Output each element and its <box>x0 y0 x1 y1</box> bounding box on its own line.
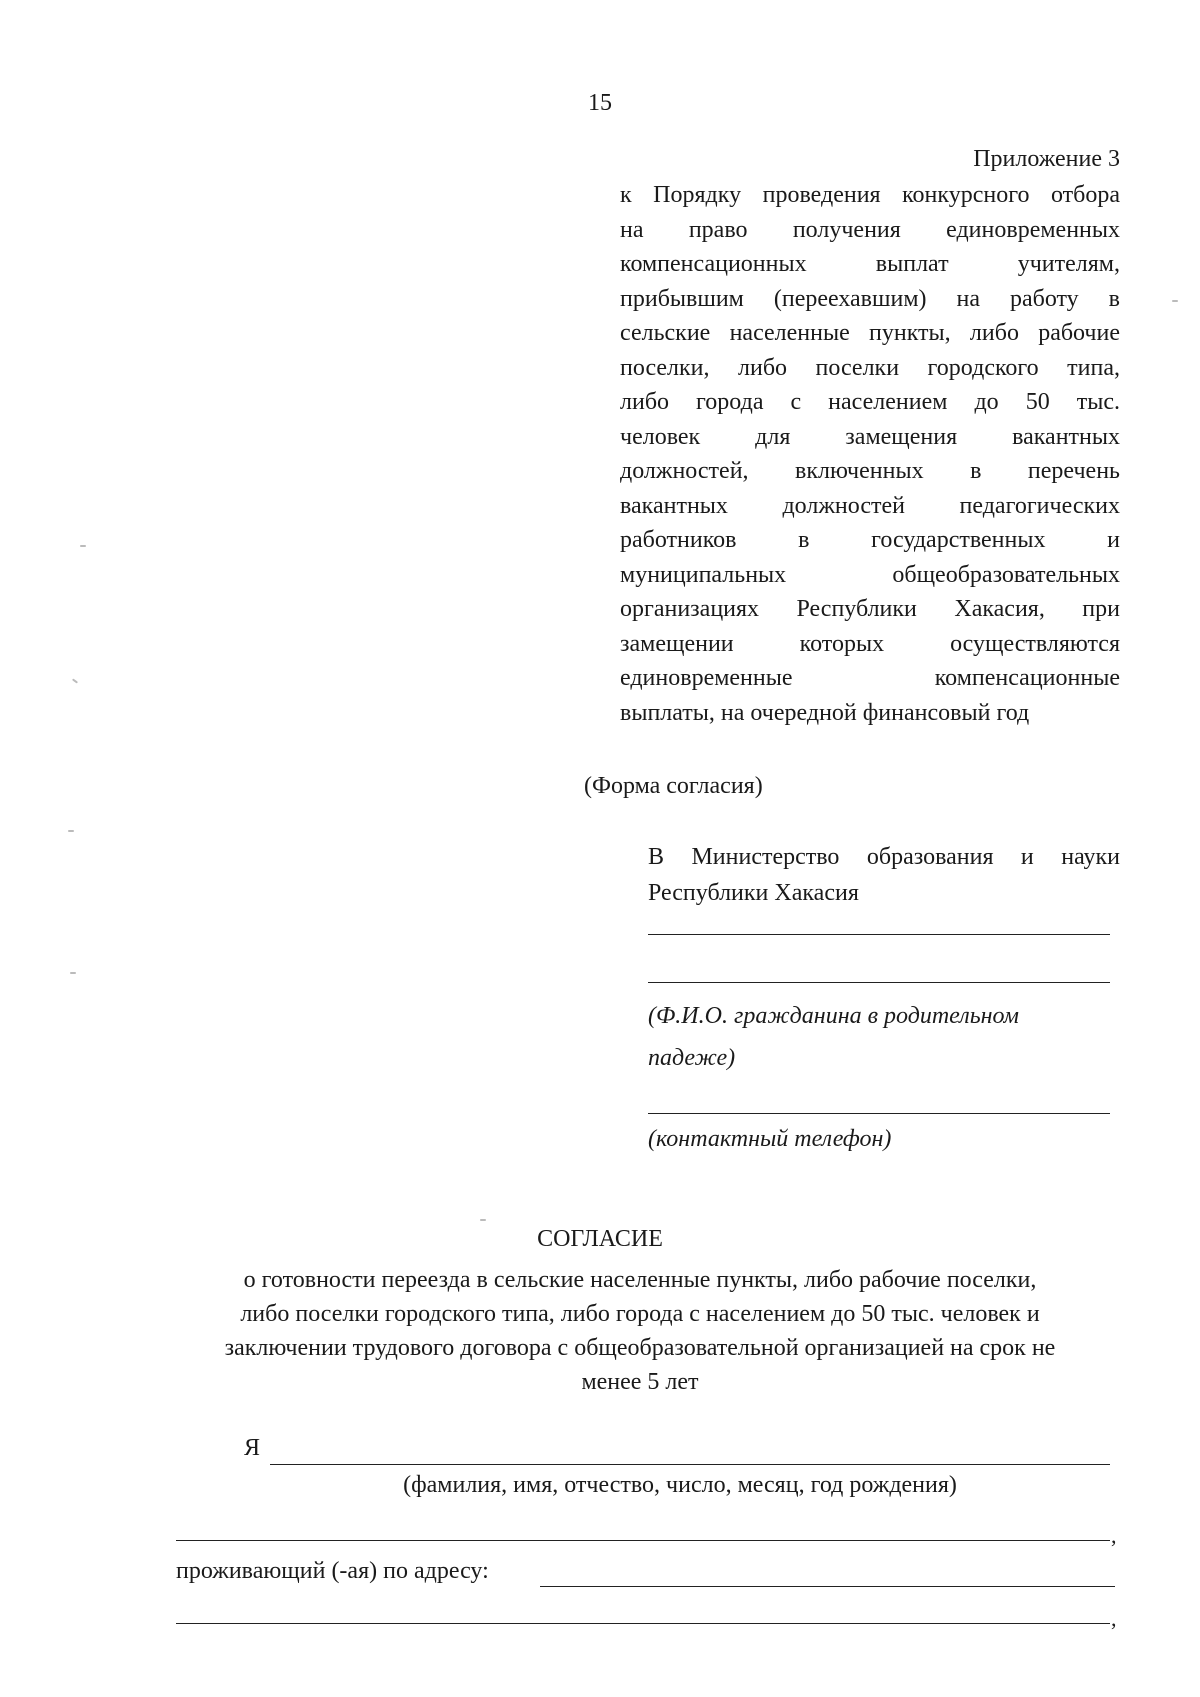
form-label: (Форма согласия) <box>584 773 763 799</box>
appendix-line: к Порядку проведения конкурсного отбора <box>620 182 1120 208</box>
address-blank-line[interactable] <box>540 1586 1115 1587</box>
appendix-reference <box>620 178 1120 730</box>
appendix-line: единовременные компенсационные <box>620 665 1120 691</box>
appendix-line: работников в государственных и <box>620 527 1120 553</box>
page-number: 15 <box>588 90 612 116</box>
fio-caption-continued: падеже) <box>648 1045 736 1071</box>
scan-speck <box>1172 300 1178 302</box>
scan-speck <box>80 545 86 547</box>
address-blank-line-2[interactable] <box>176 1623 1110 1624</box>
scan-speck <box>480 1219 486 1221</box>
recipient-line: Республики Хакасия <box>648 880 859 906</box>
phone-blank-line[interactable] <box>648 1113 1110 1114</box>
scan-speck <box>72 678 78 683</box>
ya-label: Я <box>244 1435 261 1461</box>
extra-blank-line[interactable] <box>176 1540 1110 1541</box>
appendix-line: на право получения единовременных <box>620 216 1120 243</box>
appendix-line: либо города с населением до 50 тыс. <box>620 389 1120 415</box>
appendix-line: компенсационных выплат учителям, <box>620 251 1120 277</box>
comma-mark: , <box>1111 1523 1117 1548</box>
subtitle-line: заключении трудового договора с общеобразовательной организацией на срок не <box>224 1335 1056 1361</box>
fio-caption: (Ф.И.О. гражданина в родительном <box>648 1003 1019 1029</box>
subtitle-line: о готовности переезда в сельские населенные пункты, либо рабочие поселки, <box>243 1267 1037 1293</box>
appendix-line: муниципальных общеобразовательных <box>620 561 1120 588</box>
appendix-line: замещении которых осуществляются <box>620 630 1120 657</box>
appendix-title: Приложение 3 <box>973 146 1120 172</box>
appendix-line: вакантных должностей педагогических <box>620 492 1120 519</box>
fio-blank-line-1[interactable] <box>648 934 1110 935</box>
phone-caption: (контактный телефон) <box>648 1126 892 1152</box>
appendix-line: человек для замещения вакантных <box>620 423 1120 450</box>
recipient-line: В Министерство образования и науки <box>648 844 1120 870</box>
appendix-line: сельские населенные пункты, либо рабочие <box>620 320 1120 346</box>
address-label: проживающий (-ая) по адресу: <box>176 1558 489 1584</box>
fio-blank-line-2[interactable] <box>648 982 1110 983</box>
scan-speck <box>70 972 76 974</box>
subtitle-line: менее 5 лет <box>581 1369 699 1395</box>
recipient-block <box>648 839 1120 911</box>
appendix-line: поселки, либо поселки городского типа, <box>620 354 1120 381</box>
appendix-line: организациях Республики Хакасия, при <box>620 596 1120 622</box>
scan-speck <box>68 830 74 832</box>
person-blank-line[interactable] <box>270 1464 1110 1465</box>
comma-mark: , <box>1111 1606 1117 1631</box>
subtitle-line: либо поселки городского типа, либо города с населением до 50 тыс. человек и <box>240 1301 1040 1327</box>
person-caption: (фамилия, имя, отчество, число, месяц, год рождения) <box>403 1472 957 1498</box>
consent-title: СОГЛАСИЕ <box>537 1226 663 1252</box>
consent-subtitle <box>160 1263 1120 1399</box>
appendix-line: прибывшим (переехавшим) на работу в <box>620 285 1120 312</box>
appendix-line: выплаты, на очередной финансовый год <box>620 699 1030 726</box>
appendix-line: должностей, включенных в перечень <box>620 458 1120 484</box>
